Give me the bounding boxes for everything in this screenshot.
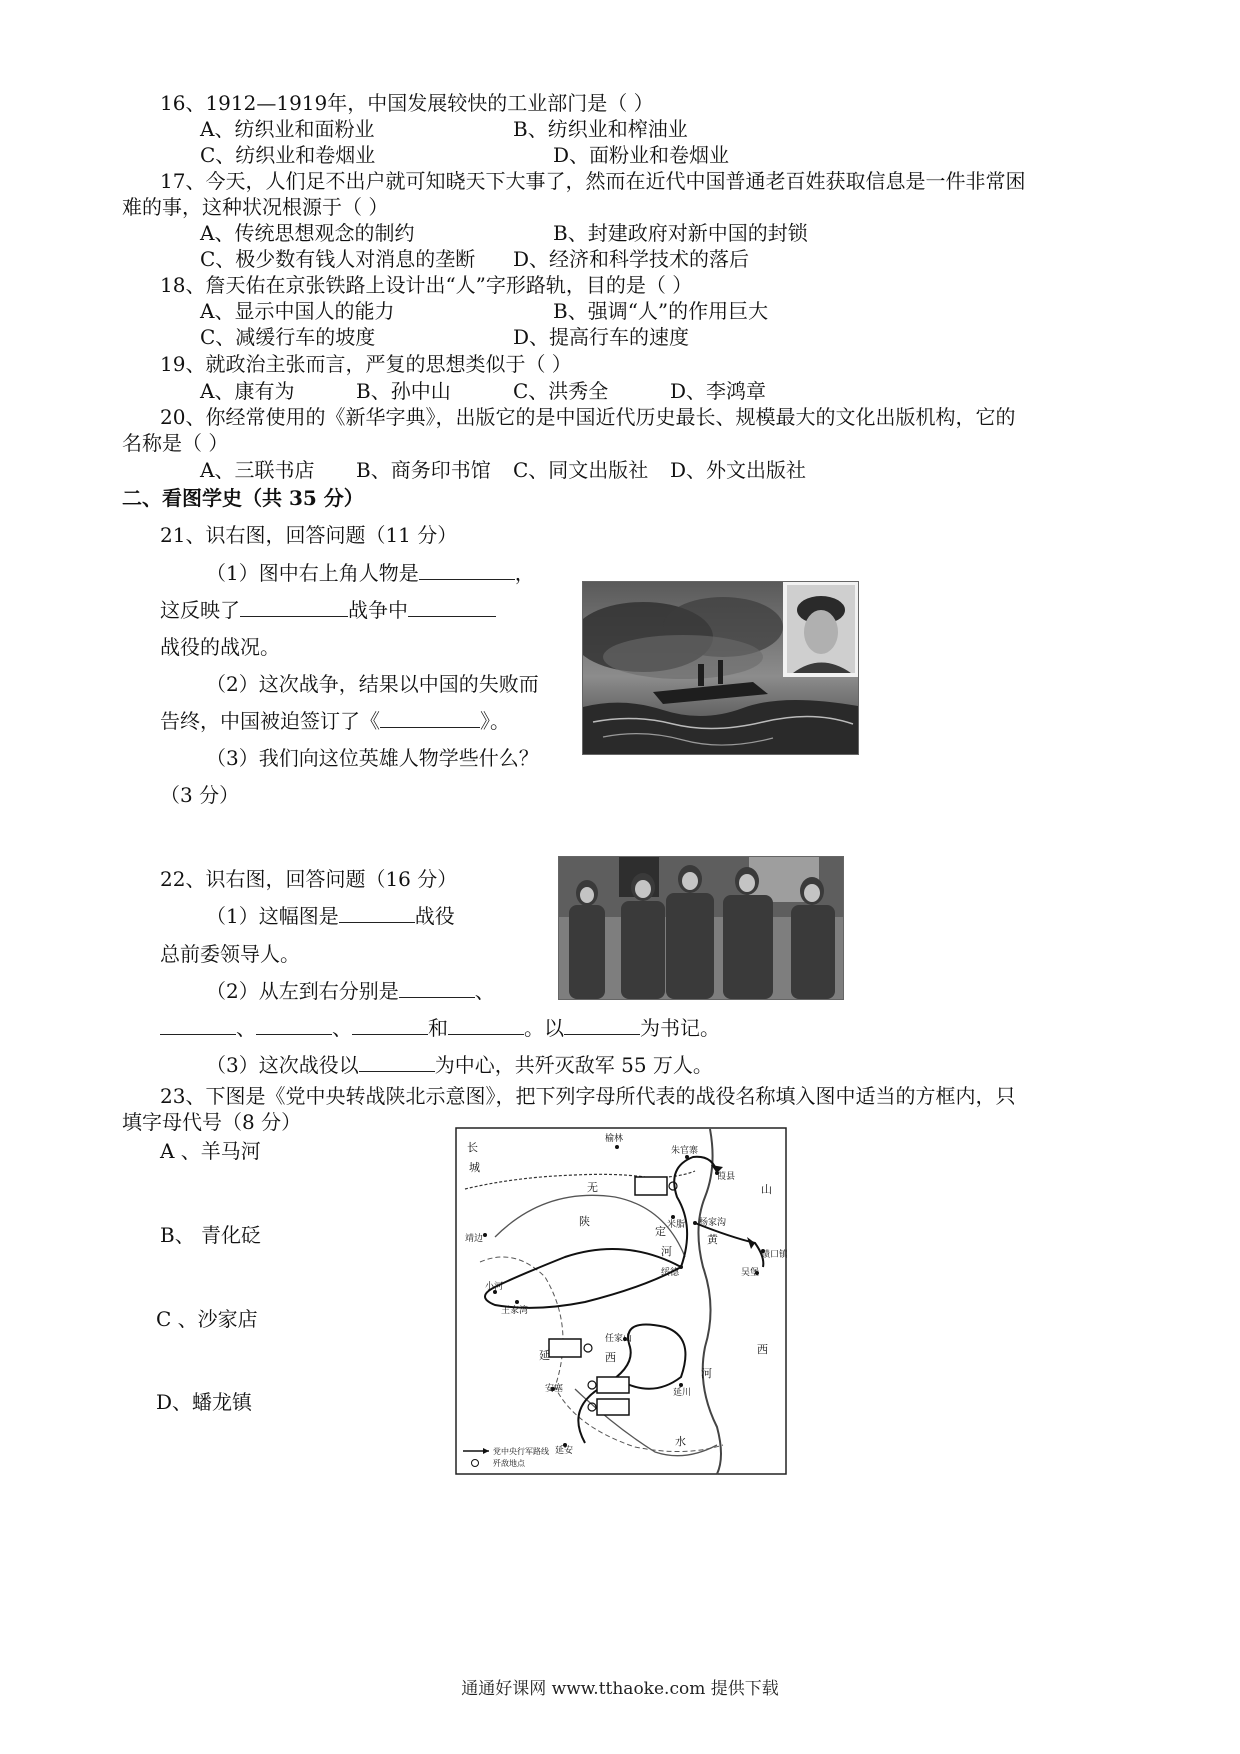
q22-part1-line2: 总前委领导人。 [160, 942, 300, 966]
q21-part1-text3: 战争中 [348, 598, 408, 622]
map-region-label: 西 [605, 1351, 616, 1364]
map-region-label: 西 [757, 1343, 768, 1356]
q16-option-b: B、纺织业和榨油业 [513, 117, 688, 141]
q21-part2-line2 [160, 708, 510, 734]
map-region-label: 黄 [707, 1233, 718, 1246]
map-label: 延川 [673, 1388, 692, 1398]
map-answer-box-2[interactable] [549, 1339, 581, 1357]
map-label: 吴堡 [741, 1268, 760, 1278]
q22-blank-leader-2[interactable] [160, 1016, 236, 1035]
q23-stem-line2: 填字母代号（8 分） [122, 1110, 302, 1134]
q18-stem: 18、詹天佑在京张铁路上设计出“人”字形路轨，目的是（ ） [160, 273, 693, 297]
shaanbei-map [455, 1127, 787, 1475]
q17-option-d: D、经济和科学技术的落后 [513, 247, 750, 271]
q18-option-d: D、提高行车的速度 [513, 325, 690, 349]
map-region-label: 山 [761, 1183, 772, 1196]
map-label: 米脂 [667, 1220, 686, 1230]
q22-blank-leader-1[interactable] [399, 979, 475, 998]
map-region-label: 河 [701, 1367, 712, 1380]
q20-option-a: A、三联书店 [200, 458, 315, 482]
map-region-label: 无 [587, 1181, 598, 1194]
q16-option-a: A、纺织业和面粉业 [200, 117, 375, 141]
q18-option-b: B、强调“人”的作用巨大 [553, 299, 769, 323]
q22-blank-center[interactable] [359, 1053, 435, 1072]
q21-part2-end: 》。 [480, 709, 510, 733]
q19-stem: 19、就政治主张而言，严复的思想类似于（ ） [160, 352, 572, 376]
q22-blank-campaign[interactable] [339, 904, 415, 923]
map-region-label: 水 [675, 1435, 686, 1448]
q21-part2-line1: （2）这次战争，结果以中国的失败而 [206, 672, 539, 696]
map-label: 碛口镇 [761, 1250, 787, 1260]
q22-blank-leader-3[interactable] [256, 1016, 332, 1035]
leaders-photo [558, 856, 844, 1000]
map-answer-box-1[interactable] [635, 1177, 667, 1195]
map-label: 延安 [555, 1446, 574, 1456]
q22-part1-text: （1）这幅图是 [206, 904, 339, 928]
shaanbei-map-svg [455, 1127, 787, 1475]
q21-part1-text2: 这反映了 [160, 598, 240, 622]
q22-stem: 22、识右图，回答问题（16 分） [160, 867, 458, 891]
q22-part2-line2 [160, 1015, 720, 1041]
q20-stem: 20、你经常使用的《新华字典》，出版它的是中国近代历史最长、规模最大的文化出版机构，它的 [160, 405, 1016, 429]
q16-option-c: C、纺织业和卷烟业 [200, 143, 376, 167]
q18-option-a: A、显示中国人的能力 [200, 299, 395, 323]
q22-blank-leader-4[interactable] [352, 1016, 428, 1035]
q21-part1-line1 [206, 560, 535, 586]
q22-secretary-text: 为书记。 [640, 1016, 720, 1040]
map-label: 朱官寨 [671, 1146, 699, 1156]
q17-stem: 17、今天，人们足不出户就可知晓天下大事了，然而在近代中国普通老百姓获取信息是一件非常困 [160, 169, 1026, 193]
q22-part3-text2: 为中心，共歼灭敌军 55 万人。 [434, 1053, 713, 1077]
leaders-image [559, 857, 843, 999]
q22-part2-text: （2）从左到右分别是 [206, 979, 399, 1003]
q22-with: 。以 [524, 1016, 564, 1040]
q16-stem: 16、1912—1919年，中国发展较快的工业部门是（ ） [160, 91, 654, 115]
q21-part1-text: （1）图中右上角人物是 [206, 561, 419, 585]
q23-option-c: C 、沙家店 [156, 1307, 258, 1331]
q22-part3-text: （3）这次战役以 [206, 1053, 359, 1077]
map-label: 安塞 [545, 1384, 564, 1394]
q20-stem-line2: 名称是（ ） [122, 431, 229, 455]
q22-blank-leader-5[interactable] [448, 1016, 524, 1035]
q17-option-b: B、封建政府对新中国的封锁 [553, 221, 808, 245]
naval-battle-image [583, 582, 858, 754]
q21-part2-text: 告终，中国被迫签订了《 [160, 709, 380, 733]
q23-option-b: B、 青化砭 [160, 1223, 262, 1247]
q22-sep1: 、 [474, 979, 495, 1003]
legend-route-label: 党中央行军路线 [493, 1447, 549, 1456]
q21-blank-treaty[interactable] [380, 709, 480, 728]
map-region-label: 长 [467, 1141, 478, 1154]
q21-part3-points: （3 分） [160, 783, 240, 807]
q23-option-d: D、蟠龙镇 [156, 1390, 253, 1414]
map-region-label: 河 [661, 1245, 672, 1258]
page-footer: 通通好课网 www.tthaoke.com 提供下载 [461, 1679, 779, 1699]
q21-blank-person[interactable] [419, 561, 515, 580]
map-label: 靖边 [465, 1234, 484, 1244]
q22-part1-line1 [206, 903, 455, 929]
q22-part2-line1 [206, 978, 495, 1004]
q17-option-a: A、传统思想观念的制约 [200, 221, 415, 245]
q22-part3 [206, 1052, 713, 1078]
q16-option-d: D、面粉业和卷烟业 [553, 143, 730, 167]
section-heading: 二、看图学史（共 35 分） [122, 486, 364, 510]
map-answer-box-3[interactable] [597, 1377, 629, 1393]
q21-stem: 21、识右图，回答问题（11 分） [160, 523, 458, 547]
q22-and: 和 [428, 1016, 448, 1040]
q20-option-d: D、外文出版社 [670, 458, 807, 482]
q21-blank-battle[interactable] [408, 598, 496, 617]
map-region-label: 城 [469, 1161, 480, 1174]
q22-part1-text2: 战役 [414, 904, 455, 928]
q21-part1-line2 [160, 597, 496, 623]
q19-option-c: C、洪秀全 [513, 379, 609, 403]
map-label: 任家山 [605, 1334, 633, 1344]
q21-part3-line1: （3）我们向这位英雄人物学些什么？ [206, 746, 539, 770]
q19-option-b: B、孙中山 [356, 379, 451, 403]
map-label: 王家湾 [501, 1306, 529, 1316]
q22-sep3: 、 [332, 1016, 352, 1040]
q17-stem-line2: 难的事，这种状况根源于（ ） [122, 195, 389, 219]
map-answer-box-4[interactable] [597, 1399, 629, 1415]
q21-part1-line3: 战役的战况。 [160, 635, 280, 659]
map-region-label: 定 [655, 1225, 666, 1238]
q19-option-d: D、李鸿章 [670, 379, 767, 403]
legend-battle-label: 歼敌地点 [493, 1459, 525, 1468]
q17-option-c: C、极少数有钱人对消息的垄断 [200, 247, 476, 271]
map-region-label: 延 [539, 1349, 550, 1362]
q23-option-a: A 、羊马河 [160, 1139, 261, 1163]
q22-blank-secretary[interactable] [564, 1016, 640, 1035]
q18-option-c: C、减缓行车的坡度 [200, 325, 376, 349]
q19-option-a: A、康有为 [200, 379, 295, 403]
naval-battle-photo [582, 581, 859, 755]
map-region-label: 陕 [579, 1215, 590, 1228]
map-label: 绥德 [661, 1268, 680, 1278]
q23-stem: 23、下图是《党中央转战陕北示意图》，把下列字母所代表的战役名称填入图中适当的方框内，只 [160, 1084, 1016, 1108]
q21-blank-war[interactable] [240, 598, 348, 617]
map-label: 小河 [485, 1282, 504, 1292]
map-label: 杨家沟 [699, 1218, 727, 1228]
q21-comma: ， [514, 561, 535, 585]
q22-sep2: 、 [236, 1016, 256, 1040]
q20-option-c: C、同文出版社 [513, 458, 649, 482]
map-label: 榆林 [605, 1134, 624, 1144]
q20-option-b: B、商务印书馆 [356, 458, 491, 482]
map-label: 葭县 [717, 1172, 736, 1182]
